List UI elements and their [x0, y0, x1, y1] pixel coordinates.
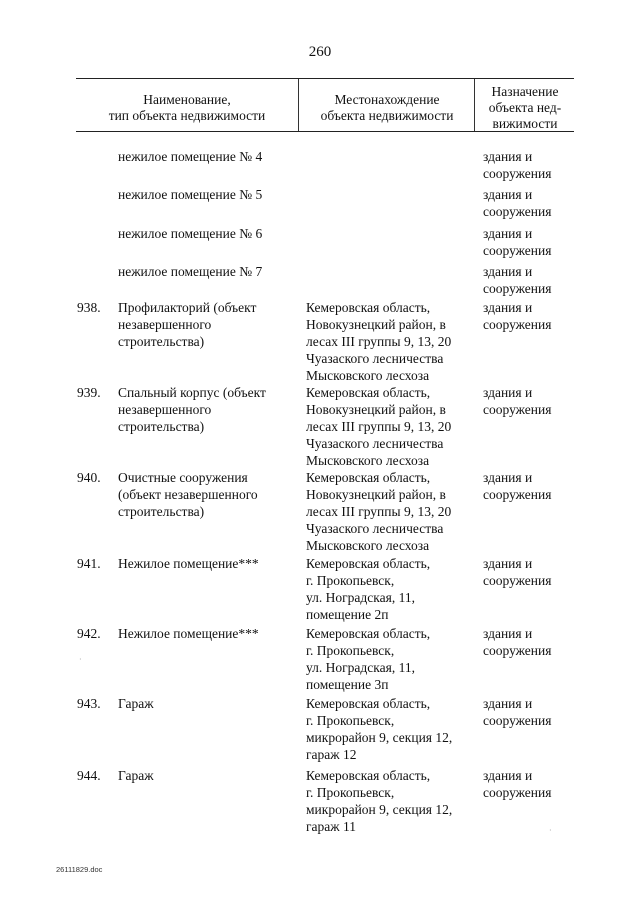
- row-number: 938.: [77, 300, 101, 315]
- row-purpose: здания и сооружения: [483, 300, 552, 332]
- row-name: нежилое помещение № 7: [118, 264, 263, 279]
- row-location: Кемеровская область, г. Прокопьевск, микрорайон 9, секция 12, гараж 12: [306, 696, 453, 762]
- row-number: 942.: [77, 626, 101, 641]
- table-header-rule: [76, 131, 574, 132]
- scan-speck: ·: [549, 826, 552, 835]
- row-name: нежилое помещение № 5: [118, 187, 263, 202]
- row-purpose: здания и сооружения: [483, 556, 552, 588]
- row-purpose: здания и сооружения: [483, 264, 552, 296]
- header-purpose: Назначение объекта нед- вижимости: [488, 84, 562, 131]
- row-number: 944.: [77, 768, 101, 783]
- row-purpose: здания и сооружения: [483, 385, 552, 417]
- document-footer: 26111829.doc: [56, 865, 103, 874]
- row-number: 943.: [77, 696, 101, 711]
- row-location: Кемеровская область, г. Прокопьевск, ул. Ноградская, 11, помещение 2п: [306, 556, 431, 622]
- row-name: Гараж: [118, 768, 154, 783]
- row-location: Кемеровская область, г. Прокопьевск, ул. Ноградская, 11, помещение 3п: [306, 626, 431, 692]
- row-name: нежилое помещение № 4: [118, 149, 263, 164]
- row-name: Нежилое помещение***: [118, 626, 259, 641]
- row-name: Спальный корпус (объект незавершенного строительства): [118, 385, 266, 434]
- row-number: 940.: [77, 470, 101, 485]
- row-purpose: здания и сооружения: [483, 226, 552, 258]
- table-top-rule: [76, 78, 574, 79]
- row-purpose: здания и сооружения: [483, 768, 552, 800]
- row-name: Нежилое помещение***: [118, 556, 259, 571]
- row-purpose: здания и сооружения: [483, 149, 552, 181]
- row-number: 939.: [77, 385, 101, 400]
- row-purpose: здания и сооружения: [483, 187, 552, 219]
- page-number: 260: [308, 44, 332, 60]
- row-name: нежилое помещение № 6: [118, 226, 263, 241]
- row-purpose: здания и сооружения: [483, 470, 552, 502]
- row-location: Кемеровская область, Новокузнецкий район, в лесах III группы 9, 13, 20 Чуазаского лесничества Мысковского лесхоза: [306, 385, 452, 468]
- row-location: Кемеровская область, г. Прокопьевск, микрорайон 9, секция 12, гараж 11: [306, 768, 453, 834]
- row-name: Гараж: [118, 696, 154, 711]
- row-number: 941.: [77, 556, 101, 571]
- header-name-type: Наименование, тип объекта недвижимости: [108, 92, 266, 123]
- row-name: Очистные сооружения (объект незавершенного строительства): [118, 470, 258, 519]
- row-location: Кемеровская область, Новокузнецкий район, в лесах III группы 9, 13, 20 Чуазаского лесничества Мысковского лесхоза: [306, 300, 452, 383]
- row-name: Профилакторий (объект незавершенного строительства): [118, 300, 257, 349]
- header-divider-2: [474, 79, 475, 131]
- row-location: Кемеровская область, Новокузнецкий район, в лесах III группы 9, 13, 20 Чуазаского лесничества Мысковского лесхоза: [306, 470, 452, 553]
- scan-speck: ·: [79, 655, 82, 664]
- header-divider-1: [298, 79, 299, 131]
- row-purpose: здания и сооружения: [483, 696, 552, 728]
- header-location: Местонахождение объекта недвижимости: [320, 92, 454, 123]
- row-purpose: здания и сооружения: [483, 626, 552, 658]
